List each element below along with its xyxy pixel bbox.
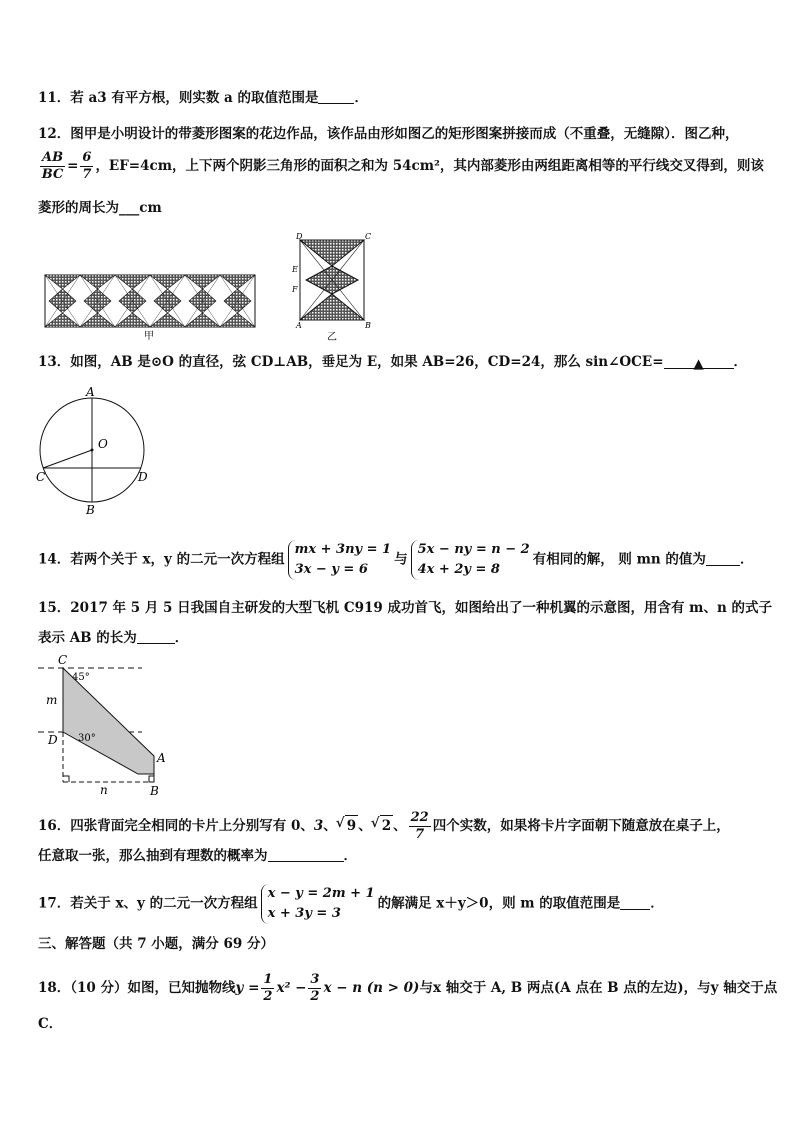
question-12-line3: 菱形的周长为___cm [38,200,162,216]
answer-blank: ▲ [664,354,734,369]
angle-label-30: 30° [78,733,96,744]
answer-blank [706,551,740,566]
equation-system-1: mx + 3ny = 1 3x − y = 6 [288,540,392,580]
sqrt-2: √ 2 [380,815,393,836]
point-label-d: D [138,470,148,484]
length-label-n: n [100,783,108,797]
ratio-value: $\frac{6}{7}$ [82,150,92,182]
equation-system: x − y = 2m + 1 x + 3y = 3 [261,884,375,924]
point-label-e: E [292,265,298,274]
point-label-a: A [86,386,95,399]
answer-blank [137,629,175,644]
label-jia: 甲 [144,331,154,342]
equation-system-2: 5x − ny = n − 2 4x + 2y = 8 [411,540,530,580]
point-label-a: A [296,321,302,330]
question-12-line1: 12．图甲是小明设计的带菱形图案的花边作品，该作品由形如图乙的矩形图案拼接而成（不重叠，无缝隙）．图乙种， [38,126,739,142]
question-16-line2: 任意取一张，那么抽到有理数的概率为 ． [38,848,357,864]
question-15-line2: 表示 AB 的长为 ． [38,630,189,646]
point-label-o: O [98,437,108,451]
question-11: 11．若 a3 有平方根，则实数 a 的取值范围是 ． [38,90,368,106]
fraction-1-2: $\frac{1}{2}$ [263,972,273,1004]
answer-blank [318,89,354,104]
question-13: 13．如图，AB 是⊙O 的直径，弦 CD⊥AB，垂足为 E，如果 AB=26，CD=24，那么 sin∠OCE= ▲ ． [38,354,748,372]
point-label-c: C [36,470,46,484]
point-label-b: B [365,321,371,330]
fraction-3-2: $\frac{3}{2}$ [310,972,320,1004]
answer-blank [268,847,344,862]
angle-label-45: 45° [72,672,90,683]
figure-circle [30,386,160,518]
figure-wing [38,652,178,798]
point-label-b: B [150,784,159,798]
point-label-c: C [58,653,68,667]
point-label-d: D [296,232,303,241]
question-14: 14．若两个关于 x，y 的二元一次方程组 mx + 3ny = 1 3x − y = 6 与 5x − ny = n − 2 4x + 2y = 8 有相同的解， 则 mn 的值为 ． [38,540,753,580]
question-18-line2: C． [38,1016,63,1032]
length-label-m: m [46,693,58,707]
point-label-b: B [86,503,95,517]
question-16-line1: 16．四张背面完全相同的卡片上分别写有 0、3、√ 9 、√ 2 、 $\frac{22}{7}$ 四个实数，如果将卡片字面朝下随意放在桌子上， [38,810,730,843]
label-yi: 乙 [327,332,337,343]
point-label-a: A [157,751,166,765]
point-label-d: D [48,733,58,747]
fraction-22-7: $\frac{22}{7}$ [410,810,429,842]
figure-yi [288,228,378,344]
point-label-c: C [365,232,372,241]
question-18-line1: 18．（10 分）如图，已知抛物线y = $\frac{1}{2}$ x² − $\frac{3}{2}$ x − n (n > 0)与x 轴交于 A, B 两点(A 点在 B 点的左边)，与y 轴交于点 [38,972,778,1004]
section-heading: 三、解答题（共 7 小题，满分 69 分） [38,936,274,952]
point-label-f: F [292,285,298,294]
sqrt-9: √ 9 [345,815,358,836]
answer-blank [620,895,650,910]
question-15-line1: 15．2017 年 5 月 5 日我国自主研发的大型飞机 C919 成功首飞，如图给出了一种机翼的示意图，用含有 m、n 的式子 [38,600,772,616]
figure-jia [44,272,258,342]
question-17: 17．若关于 x、y 的二元一次方程组 x − y = 2m + 1 x + 3y = 3 的解满足 x＋y＞0，则 m 的取值范围是 ． [38,884,664,924]
question-12-line2: $\frac{AB}{BC}$ = $\frac{6}{7}$ ，EF=4cm，上下两个阴影三角形的面积之和为 54cm²，其内部菱形由两组距离相等的平行线交叉得到，则该 [41,150,764,182]
ratio-fraction: $\frac{AB}{BC}$ [41,150,64,182]
